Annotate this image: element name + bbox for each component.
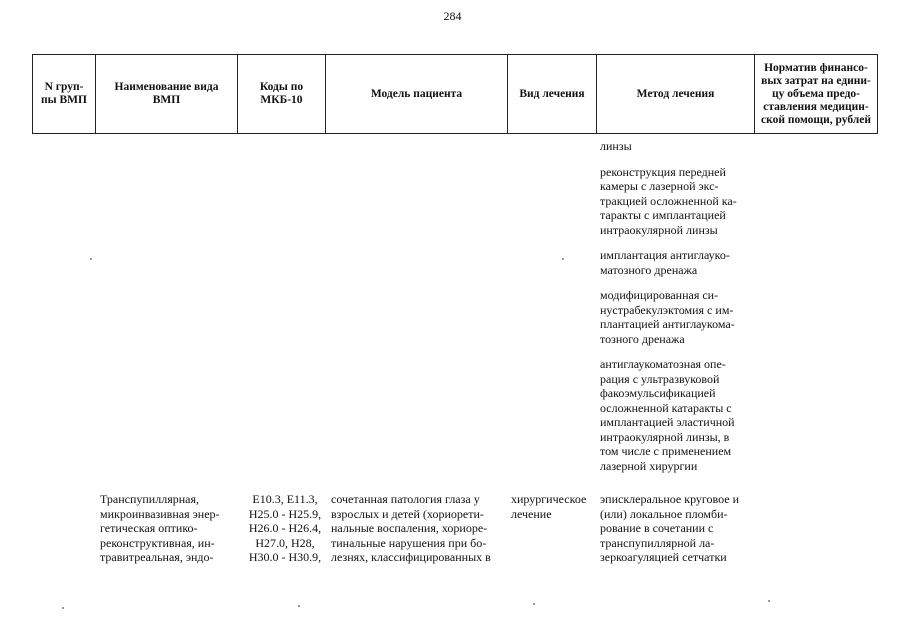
scan-speck [533,603,535,605]
method-item: модифицированная си- нустрабекулэктомия с им- плантацией антиглаукома- тозного дренажа [600,288,735,346]
method-item: реконструкция передней камеры с лазерной экс- тракцией осложненной ка- таракты с имплантацией интраокулярной линзы [600,164,737,237]
scan-speck [62,607,64,609]
continued-methods [600,139,760,473]
scan-speck [562,258,564,260]
header-group-no: N груп- пы ВМП [33,55,96,134]
table-header [32,54,878,134]
row-vmp-name: Транспупиллярная, микроинвазивная энер- гетическая оптико- реконструктивная, ин- травитреальная, эндо- [100,492,220,564]
header-icd-codes: Коды по МКБ-10 [238,55,326,134]
method-item: антиглаукоматозная опе- рация с ультразвуковой факоэмульсификацией осложненной катаракты с имплантацией эластичной интраокулярной линзы, в том числе с применением лазерной хирургии [600,357,735,473]
method-item: имплантация антиглауко- матозного дренажа [600,248,730,277]
row-treatment-method: эписклеральное круговое и (или) локальное пломби- рование в сочетании с транспупиллярной ла- зеркоагуляцией сетчатки [600,492,740,564]
header-treatment-type: Вид лечения [508,55,597,134]
row-treatment-type: хирургическое лечение [511,492,587,521]
header-cost-norm: Норматив финансо- вых затрат на едини- цу объема предо- ставления медицин- ской помощи, рублей [755,55,878,134]
row-icd-codes: E10.3, E11.3, H25.0 - H25.9, H26.0 - H26.4, H27.0, H28, H30.0 - H30.9, [248,492,322,564]
page-number: 284 [443,9,462,23]
scan-speck [90,258,92,260]
header-vmp-name: Наименование вида ВМП [96,55,238,134]
row-patient-model: сочетанная патология глаза у взрослых и детей (хориорети- нальные воспаления, хориоре- тинальные нарушения при бо- лезнях, классифицированных в [331,492,491,564]
header-patient-model: Модель пациента [326,55,508,134]
scan-speck [768,600,770,602]
header-treatment-method: Метод лечения [597,55,755,134]
method-item: линзы [600,139,632,153]
scan-speck [298,605,300,607]
